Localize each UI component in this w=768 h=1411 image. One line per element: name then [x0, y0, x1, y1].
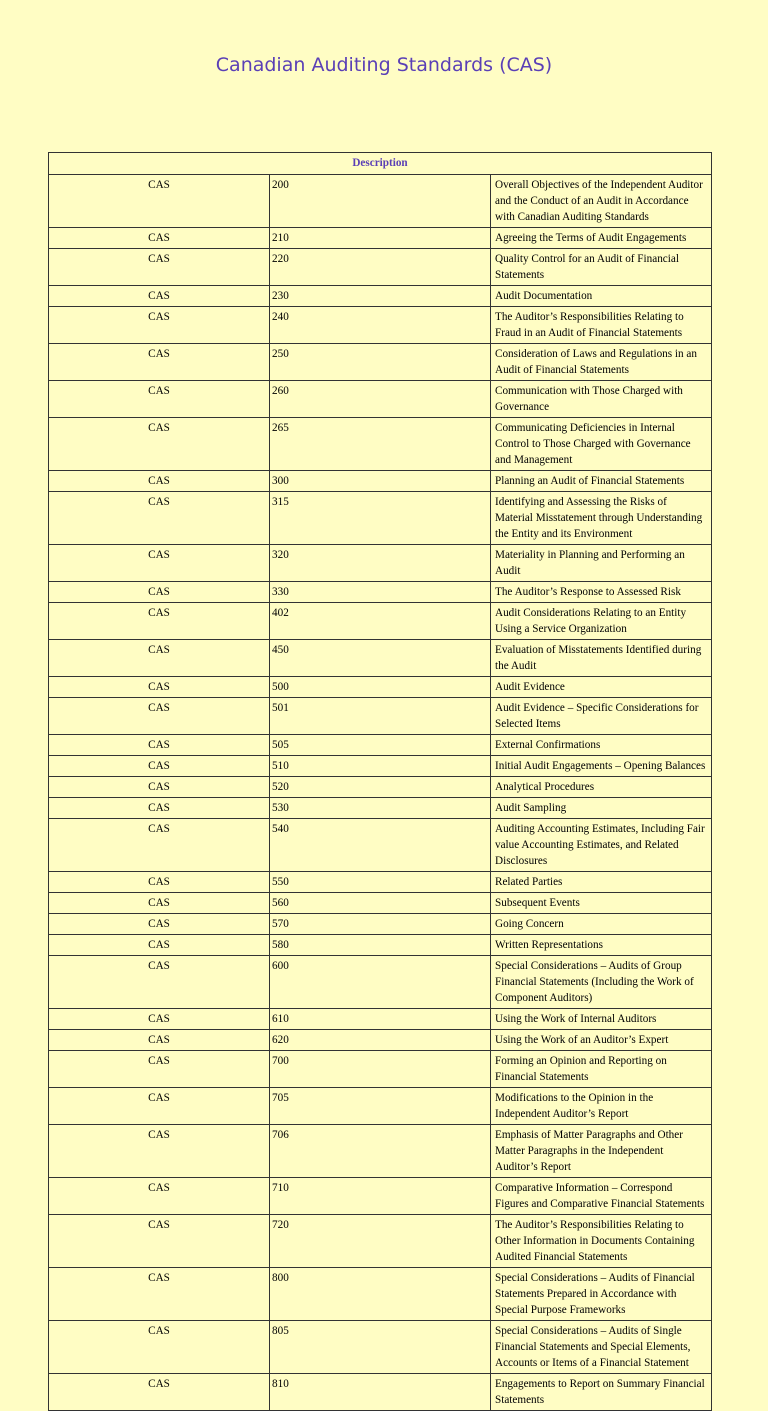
standard-description: Consideration of Laws and Regulations in an Audit of Financial Statements — [491, 344, 712, 381]
standard-number: 230 — [270, 286, 491, 307]
standard-description: Comparative Information – Correspond Figures and Comparative Financial Statements — [491, 1178, 712, 1215]
standard-description: Audit Evidence – Specific Considerations for Selected Items — [491, 698, 712, 735]
standard-number: 501 — [270, 698, 491, 735]
standard-description: Emphasis of Matter Paragraphs and Other Matter Paragraphs in the Independent Auditor’s Report — [491, 1125, 712, 1178]
standard-prefix: CAS — [49, 249, 270, 286]
standard-description: Written Representations — [491, 935, 712, 956]
standard-prefix: CAS — [49, 545, 270, 582]
standard-description: Special Considerations – Audits of Single Financial Statements and Special Elements, Accounts or Items of a Financial Statement — [491, 1321, 712, 1374]
standard-prefix: CAS — [49, 777, 270, 798]
table-row — [49, 735, 712, 756]
table-row — [49, 492, 712, 545]
standard-description: Audit Evidence — [491, 677, 712, 698]
table-row — [49, 914, 712, 935]
standard-description: Overall Objectives of the Independent Auditor and the Conduct of an Audit in Accordance with Canadian Auditing Standards — [491, 175, 712, 228]
table-row — [49, 1321, 712, 1374]
standard-number: 200 — [270, 175, 491, 228]
standard-number: 265 — [270, 418, 491, 471]
table-row — [49, 677, 712, 698]
standard-number: 800 — [270, 1268, 491, 1321]
table-row — [49, 798, 712, 819]
standard-number: 505 — [270, 735, 491, 756]
table-row — [49, 756, 712, 777]
standard-description: Audit Considerations Relating to an Entity Using a Service Organization — [491, 603, 712, 640]
standard-number: 610 — [270, 1009, 491, 1030]
table-row — [49, 935, 712, 956]
table-row — [49, 228, 712, 249]
standard-description: Materiality in Planning and Performing an Audit — [491, 545, 712, 582]
table-body — [49, 175, 712, 1411]
table-row — [49, 307, 712, 344]
standard-prefix: CAS — [49, 1009, 270, 1030]
standard-number: 620 — [270, 1030, 491, 1051]
standard-prefix: CAS — [49, 307, 270, 344]
standard-description: Communicating Deficiencies in Internal Control to Those Charged with Governance and Management — [491, 418, 712, 471]
standard-prefix: CAS — [49, 735, 270, 756]
table-row — [49, 344, 712, 381]
standard-number: 500 — [270, 677, 491, 698]
standard-prefix: CAS — [49, 956, 270, 1009]
standard-number: 810 — [270, 1374, 491, 1411]
table-row — [49, 582, 712, 603]
standard-prefix: CAS — [49, 603, 270, 640]
standard-description: Subsequent Events — [491, 893, 712, 914]
standard-prefix: CAS — [49, 798, 270, 819]
table-row — [49, 603, 712, 640]
standard-number: 600 — [270, 956, 491, 1009]
standard-number: 805 — [270, 1321, 491, 1374]
standard-description: Engagements to Report on Summary Financial Statements — [491, 1374, 712, 1411]
standard-prefix: CAS — [49, 175, 270, 228]
standard-prefix: CAS — [49, 1088, 270, 1125]
standard-prefix: CAS — [49, 872, 270, 893]
description-header: Description — [49, 153, 712, 175]
table-row — [49, 175, 712, 228]
standard-number: 540 — [270, 819, 491, 872]
table-row — [49, 1125, 712, 1178]
standard-description: Related Parties — [491, 872, 712, 893]
table-row — [49, 640, 712, 677]
table-row — [49, 286, 712, 307]
standard-number: 220 — [270, 249, 491, 286]
standard-number: 710 — [270, 1178, 491, 1215]
standard-description: Identifying and Assessing the Risks of Material Misstatement through Understanding the Entity and its Environment — [491, 492, 712, 545]
standard-number: 240 — [270, 307, 491, 344]
standard-number: 720 — [270, 1215, 491, 1268]
table-row — [49, 1178, 712, 1215]
standard-number: 330 — [270, 582, 491, 603]
standard-prefix: CAS — [49, 286, 270, 307]
standard-prefix: CAS — [49, 1268, 270, 1321]
standard-description: Initial Audit Engagements – Opening Balances — [491, 756, 712, 777]
standard-prefix: CAS — [49, 893, 270, 914]
table-row — [49, 872, 712, 893]
standard-prefix: CAS — [49, 914, 270, 935]
standard-description: Agreeing the Terms of Audit Engagements — [491, 228, 712, 249]
standard-prefix: CAS — [49, 471, 270, 492]
table-row — [49, 956, 712, 1009]
table-row — [49, 1009, 712, 1030]
standard-prefix: CAS — [49, 492, 270, 545]
standard-prefix: CAS — [49, 819, 270, 872]
standard-number: 450 — [270, 640, 491, 677]
standard-number: 706 — [270, 1125, 491, 1178]
standard-prefix: CAS — [49, 381, 270, 418]
standard-number: 402 — [270, 603, 491, 640]
standard-description: Analytical Procedures — [491, 777, 712, 798]
standard-description: Planning an Audit of Financial Statements — [491, 471, 712, 492]
table-row — [49, 893, 712, 914]
standard-number: 520 — [270, 777, 491, 798]
standard-number: 260 — [270, 381, 491, 418]
standard-description: Forming an Opinion and Reporting on Financial Statements — [491, 1051, 712, 1088]
table-row — [49, 471, 712, 492]
standard-prefix: CAS — [49, 418, 270, 471]
page-title: Canadian Auditing Standards (CAS) — [215, 54, 553, 76]
standard-number: 550 — [270, 872, 491, 893]
table-header-row — [49, 153, 712, 175]
standard-description: Modifications to the Opinion in the Independent Auditor’s Report — [491, 1088, 712, 1125]
standard-description: Evaluation of Misstatements Identified during the Audit — [491, 640, 712, 677]
table-row — [49, 819, 712, 872]
standard-number: 210 — [270, 228, 491, 249]
standard-number: 510 — [270, 756, 491, 777]
table-row — [49, 1268, 712, 1321]
standard-prefix: CAS — [49, 1125, 270, 1178]
table-row — [49, 1374, 712, 1411]
standard-number: 315 — [270, 492, 491, 545]
standard-prefix: CAS — [49, 677, 270, 698]
standard-number: 530 — [270, 798, 491, 819]
standard-prefix: CAS — [49, 228, 270, 249]
standard-prefix: CAS — [49, 1178, 270, 1215]
standard-prefix: CAS — [49, 344, 270, 381]
standard-description: Communication with Those Charged with Governance — [491, 381, 712, 418]
table-row — [49, 418, 712, 471]
standard-prefix: CAS — [49, 935, 270, 956]
standard-prefix: CAS — [49, 640, 270, 677]
standard-description: Audit Sampling — [491, 798, 712, 819]
standard-prefix: CAS — [49, 756, 270, 777]
standard-prefix: CAS — [49, 698, 270, 735]
standard-number: 250 — [270, 344, 491, 381]
standard-description: The Auditor’s Response to Assessed Risk — [491, 582, 712, 603]
standard-number: 700 — [270, 1051, 491, 1088]
standard-number: 560 — [270, 893, 491, 914]
standard-prefix: CAS — [49, 1051, 270, 1088]
table-row — [49, 1088, 712, 1125]
standard-prefix: CAS — [49, 1374, 270, 1411]
standard-prefix: CAS — [49, 1215, 270, 1268]
table-row — [49, 1051, 712, 1088]
standard-description: Audit Documentation — [491, 286, 712, 307]
standard-description: Using the Work of Internal Auditors — [491, 1009, 712, 1030]
table-row — [49, 698, 712, 735]
table-row — [49, 1215, 712, 1268]
table-row — [49, 777, 712, 798]
standard-number: 570 — [270, 914, 491, 935]
standard-description: Going Concern — [491, 914, 712, 935]
table-row — [49, 381, 712, 418]
standard-prefix: CAS — [49, 582, 270, 603]
standard-number: 580 — [270, 935, 491, 956]
standard-description: Special Considerations – Audits of Financial Statements Prepared in Accordance with Special Purpose Frameworks — [491, 1268, 712, 1321]
table-row — [49, 545, 712, 582]
standards-table — [48, 152, 712, 1411]
table-row — [49, 249, 712, 286]
standard-number: 300 — [270, 471, 491, 492]
standard-description: Special Considerations – Audits of Group Financial Statements (Including the Work of Component Auditors) — [491, 956, 712, 1009]
standard-prefix: CAS — [49, 1321, 270, 1374]
standard-description: External Confirmations — [491, 735, 712, 756]
standard-description: Auditing Accounting Estimates, Including Fair value Accounting Estimates, and Related Disclosures — [491, 819, 712, 872]
standard-description: The Auditor’s Responsibilities Relating to Fraud in an Audit of Financial Statements — [491, 307, 712, 344]
standard-number: 705 — [270, 1088, 491, 1125]
standard-description: Quality Control for an Audit of Financial Statements — [491, 249, 712, 286]
standard-number: 320 — [270, 545, 491, 582]
standard-description: The Auditor’s Responsibilities Relating to Other Information in Documents Containing Audited Financial Statements — [491, 1215, 712, 1268]
standard-prefix: CAS — [49, 1030, 270, 1051]
table-row — [49, 1030, 712, 1051]
standard-description: Using the Work of an Auditor’s Expert — [491, 1030, 712, 1051]
